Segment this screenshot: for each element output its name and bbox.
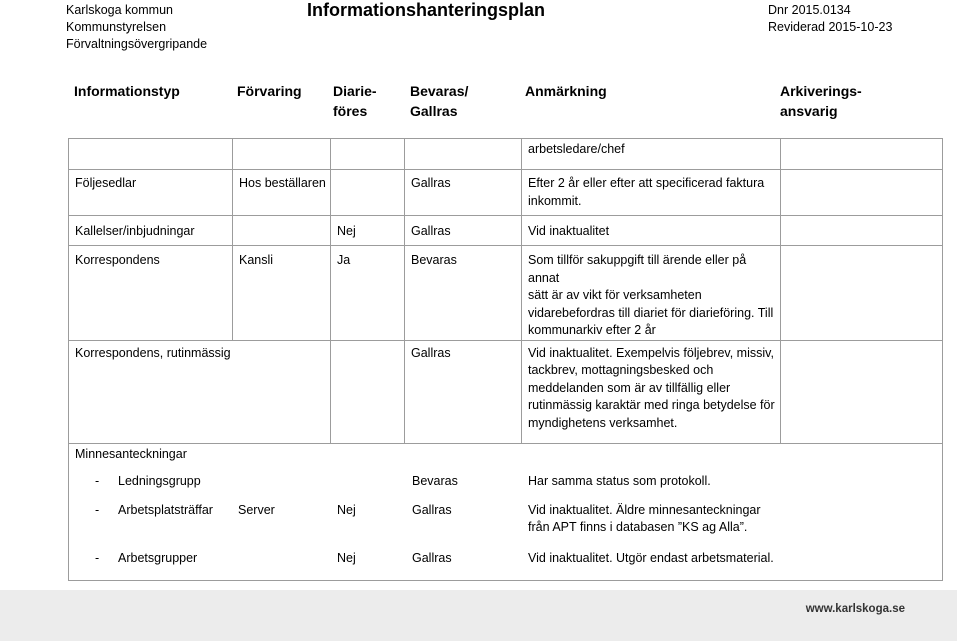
- dnr-number: Dnr 2015.0134: [768, 3, 851, 17]
- sub-storage: Server: [238, 502, 275, 517]
- cell-remark: [522, 216, 781, 246]
- remark-line: Vid inaktualitet. Äldre minnesanteckningar: [528, 502, 761, 517]
- sub-registered: Nej: [337, 550, 356, 565]
- table-row: [69, 443, 943, 580]
- organization-block: [66, 2, 207, 53]
- list-item: [69, 550, 942, 568]
- document-title: Informationshanteringsplan: [307, 0, 546, 20]
- remark-line: kommunarkiv efter 2 år: [528, 323, 656, 337]
- cell-retention: Gallras: [405, 216, 522, 246]
- information-table: [68, 138, 943, 581]
- cell-retention: Gallras: [405, 340, 522, 443]
- col-header-bevaras: [410, 81, 468, 121]
- sub-type: Arbetsplatsträffar: [118, 502, 213, 517]
- sub-retention: Gallras: [412, 550, 452, 565]
- cell-registered: Nej: [331, 216, 405, 246]
- cell-archive-responsible: [781, 216, 943, 246]
- col-header-arkivering-line2: ansvarig: [780, 103, 838, 119]
- sub-remark: [528, 502, 761, 537]
- cell-remark: [522, 139, 781, 170]
- col-header-arkivering: [780, 81, 862, 121]
- remark-line: meddelanden som är av tillfällig eller: [528, 380, 731, 395]
- sub-remark: Har samma status som protokoll.: [528, 473, 711, 488]
- col-header-arkivering-line1: Arkiverings-: [780, 83, 862, 99]
- remark-line: inkommit.: [528, 193, 582, 208]
- org-department: Kommunstyrelsen: [66, 20, 167, 34]
- cell-archive-responsible: [781, 340, 943, 443]
- remark-line: tackbrev, mottagningsbesked och: [528, 363, 714, 377]
- cell-type: Korrespondens, rutinmässig: [69, 340, 331, 443]
- cell-type: Kallelser/inbjudningar: [69, 216, 233, 246]
- table-row: [69, 139, 943, 170]
- cell-type: [69, 139, 233, 170]
- cell-retention: Bevaras: [405, 246, 522, 341]
- cell-storage: Kansli: [233, 246, 331, 341]
- cell-remark: [522, 340, 781, 443]
- cell-remark: [522, 170, 781, 216]
- sub-type: Ledningsgrupp: [118, 473, 201, 488]
- cell-retention: Gallras: [405, 170, 522, 216]
- sub-retention: Bevaras: [412, 473, 458, 488]
- remark-line: sätt är av vikt för verksamheten: [528, 288, 702, 302]
- sub-retention: Gallras: [412, 502, 452, 517]
- sub-type: Arbetsgrupper: [118, 550, 198, 565]
- col-header-bevaras-line1: Bevaras/: [410, 83, 469, 99]
- remark-line: rutinmässig karaktär med ringa betydelse för: [528, 398, 775, 412]
- bullet-dash: -: [95, 550, 100, 565]
- sub-registered: Nej: [337, 502, 356, 517]
- remark-line: från APT finns i databasen ”KS ag Alla”.: [528, 520, 748, 534]
- cell-registered: Ja: [331, 246, 405, 341]
- cell-registered: [331, 340, 405, 443]
- bullet-dash: -: [95, 473, 100, 488]
- cell-meeting-notes-group: [69, 443, 943, 580]
- cell-storage: [233, 216, 331, 246]
- remark-line: Efter 2 år eller efter att specificerad faktura: [528, 176, 765, 190]
- org-scope: Förvaltningsövergripande: [66, 37, 208, 51]
- bullet-dash: -: [95, 502, 100, 517]
- revision-date: Reviderad 2015-10-23: [768, 20, 893, 34]
- cell-registered: [331, 139, 405, 170]
- document-reference: [768, 2, 892, 36]
- remark-line: myndighetens verksamhet.: [528, 415, 678, 430]
- cell-storage: [233, 139, 331, 170]
- cell-archive-responsible: [781, 139, 943, 170]
- table-row: [69, 340, 943, 443]
- remark-line: Som tillför sakuppgift till ärende eller på annat: [528, 253, 747, 285]
- remark-line: Vid inaktualitet: [528, 224, 610, 238]
- remark-line: Vid inaktualitet. Exempelvis följebrev, missiv,: [528, 345, 774, 360]
- col-header-forvaring: Förvaring: [237, 83, 302, 99]
- remark-line: vidarebefordras till diariet för diarieföring. Till: [528, 305, 774, 320]
- col-header-infotyp: Informationstyp: [74, 83, 180, 99]
- col-header-diarieforts: [333, 81, 377, 121]
- cell-registered: [331, 170, 405, 216]
- group-heading: Minnesanteckningar: [75, 446, 187, 461]
- cell-type: Följesedlar: [69, 170, 233, 216]
- table-row: [69, 216, 943, 246]
- cell-retention: [405, 139, 522, 170]
- table-row: [69, 170, 943, 216]
- col-header-anmarkning: Anmärkning: [525, 83, 607, 99]
- page-footer: [0, 590, 957, 641]
- col-header-diarieforts-line1: Diarie-: [333, 83, 377, 99]
- remark-line: arbetsledare/chef: [528, 142, 625, 156]
- col-header-diarieforts-line2: föres: [333, 103, 368, 119]
- col-header-bevaras-line2: Gallras: [410, 103, 458, 119]
- cell-archive-responsible: [781, 246, 943, 341]
- footer-url: www.karlskoga.se: [805, 603, 905, 615]
- list-item: [69, 502, 942, 538]
- list-item: [69, 473, 942, 491]
- cell-archive-responsible: [781, 170, 943, 216]
- org-name: Karlskoga kommun: [66, 3, 173, 17]
- sub-remark: Vid inaktualitet. Utgör endast arbetsmaterial.: [528, 550, 774, 565]
- table-row: [69, 246, 943, 341]
- cell-type: Korrespondens: [69, 246, 233, 341]
- cell-remark: [522, 246, 781, 341]
- cell-storage: Hos beställaren: [233, 170, 331, 216]
